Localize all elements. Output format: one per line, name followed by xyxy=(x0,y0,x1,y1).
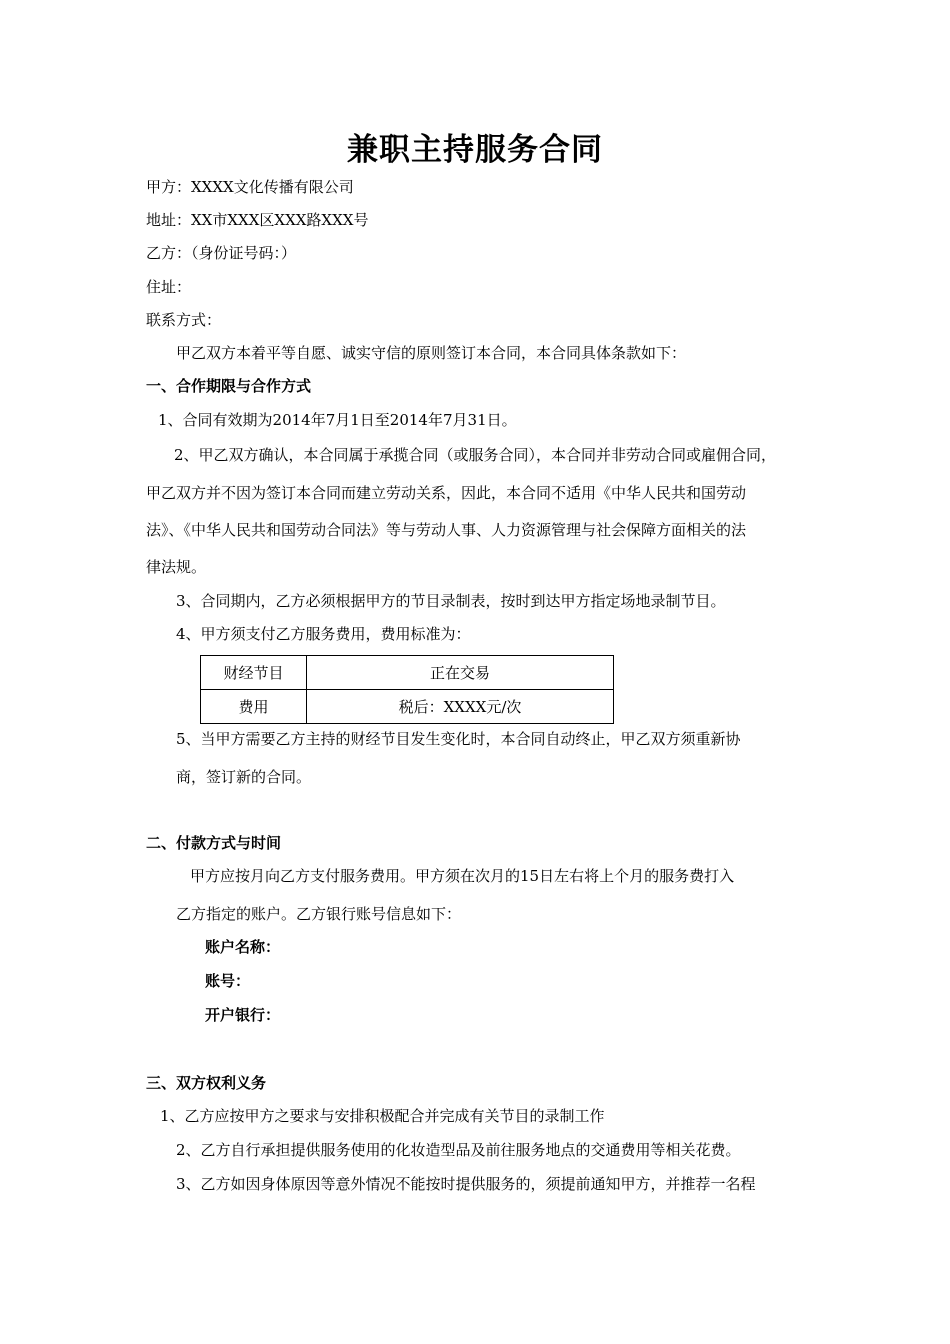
section-1-item-5-line-2: 商，签订新的合同。 xyxy=(176,768,312,786)
section-3-item-1: 1、乙方应按甲方之要求与安排积极配合并完成有关节目的录制工作 xyxy=(160,1107,605,1125)
section-1-item-5-line-1: 5、当甲方需要乙方主持的财经节目发生变化时，本合同自动终止，甲乙双方须重新协 xyxy=(176,730,741,748)
section-1-item-4: 4、甲方须支付乙方服务费用，费用标准为： xyxy=(176,625,471,643)
bank-label: 开户银行： xyxy=(205,1006,281,1024)
contact-line: 联系方式： xyxy=(146,311,222,329)
party-a-line: 甲方：XXXX文化传播有限公司 xyxy=(146,178,354,196)
address-line: 地址：XX市XXX区XXX路XXX号 xyxy=(146,211,369,229)
table-row xyxy=(201,656,614,690)
residence-line: 住址： xyxy=(146,278,192,296)
section-1-item-1: 1、合同有效期为2014年7月1日至2014年7月31日。 xyxy=(158,411,517,429)
party-b-line: 乙方：（身份证号码：） xyxy=(146,244,297,262)
account-name-label: 账户名称： xyxy=(205,938,281,956)
section-1-item-3: 3、合同期内，乙方必须根据甲方的节目录制表，按时到达甲方指定场地录制节目。 xyxy=(176,592,726,610)
section-1-heading: 一、合作期限与合作方式 xyxy=(146,377,312,395)
section-3-item-3: 3、乙方如因身体原因等意外情况不能按时提供服务的，须提前通知甲方，并推荐一名程 xyxy=(176,1175,756,1193)
table-cell: 正在交易 xyxy=(307,656,614,690)
table-cell: 财经节目 xyxy=(201,656,307,690)
section-1-item-2-line-3: 法》、《中华人民共和国劳动合同法》等与劳动人事、人力资源管理与社会保障方面相关的法 xyxy=(146,521,747,539)
section-1-item-2-line-2: 甲乙双方并不因为签订本合同而建立劳动关系，因此，本合同不适用《中华人民共和国劳动 xyxy=(146,484,747,502)
fee-table xyxy=(200,655,614,724)
section-3-item-2: 2、乙方自行承担提供服务使用的化妆造型品及前往服务地点的交通费用等相关花费。 xyxy=(176,1141,741,1159)
preamble-paragraph: 甲乙双方本着平等自愿、诚实守信的原则签订本合同，本合同具体条款如下： xyxy=(176,344,687,362)
table-cell: 税后：XXXX元/次 xyxy=(307,690,614,724)
section-1-item-2-line-4: 律法规。 xyxy=(146,558,207,576)
section-1-item-2-line-1: 2、甲乙双方确认，本合同属于承揽合同（或服务合同），本合同并非劳动合同或雇佣合同， xyxy=(174,446,777,464)
section-3-heading: 三、双方权利义务 xyxy=(146,1074,267,1092)
table-row xyxy=(201,690,614,724)
account-number-label: 账号： xyxy=(205,972,251,990)
section-2-paragraph-line-2: 乙方指定的账户。乙方银行账号信息如下： xyxy=(176,905,462,923)
table-cell: 费用 xyxy=(201,690,307,724)
document-title: 兼职主持服务合同 xyxy=(347,132,603,168)
section-2-heading: 二、付款方式与时间 xyxy=(146,834,282,852)
section-2-paragraph-line-1: 甲方应按月向乙方支付服务费用。甲方须在次月的15日左右将上个月的服务费打入 xyxy=(190,867,735,885)
